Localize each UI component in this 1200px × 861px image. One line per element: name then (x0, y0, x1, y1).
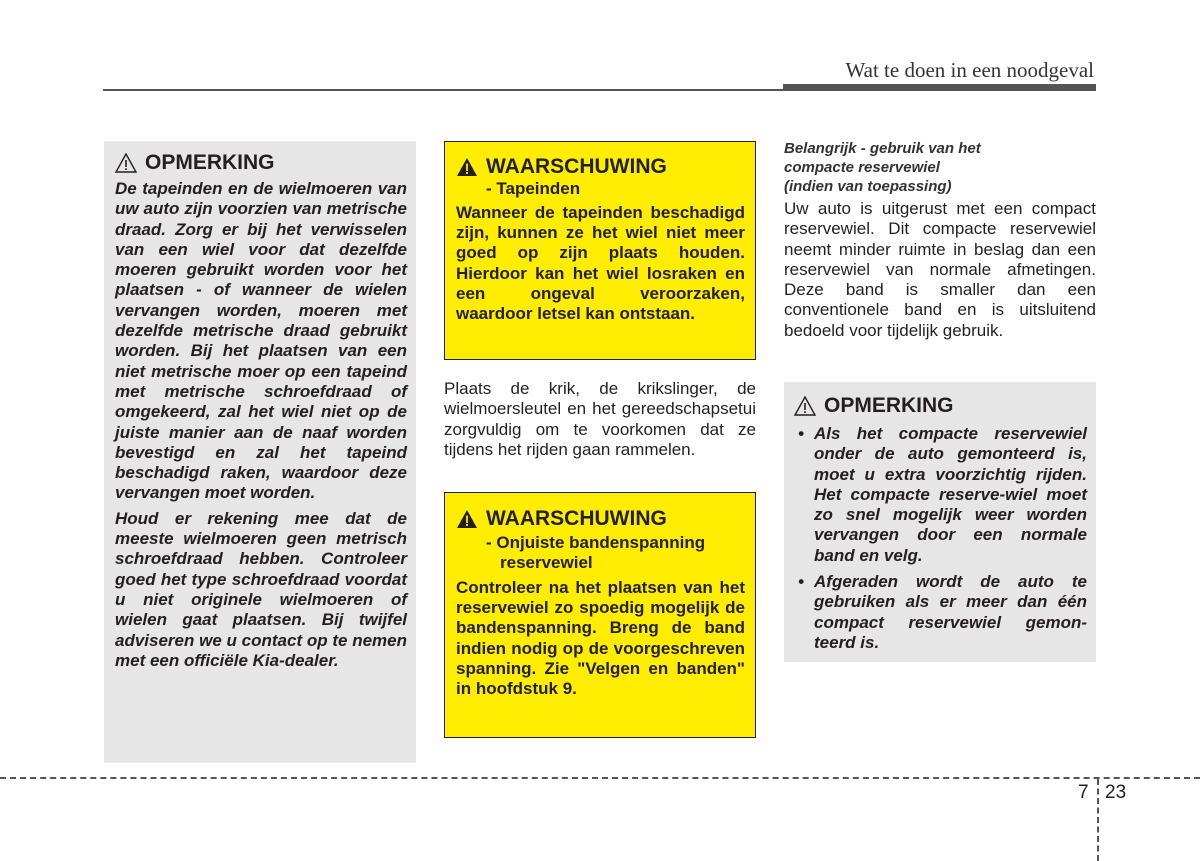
header-rule (103, 89, 783, 91)
chapter-number: 7 (1078, 782, 1089, 803)
note-bullet: • Afgeraden wordt de auto te gebruiken als er meer dan één compact reservewiel gemon-teerd is. (794, 572, 1087, 653)
section-heading-line: (indien van toepassing) (784, 178, 952, 195)
note-paragraph: De tapeinden en de wielmoeren van uw auto zijn voorzien van metrische draad. Zorg er bij het verwisselen van een wiel voor dat dezelfde moeren gebruikt worden voor het plaatsen - of wanneer de wielen vervangen worden, moeren met dezelfde metrische draad gebruikt worden. Bij het plaatsen van een niet metrische moer op een tapeind met metrische schroefdraad of omgekeerd, zal het wiel niet op de juiste manier aan de naaf worden bevestigd en zal het tapeind beschadigd raken, waardoor deze vervangen moet worden. (115, 179, 407, 503)
warning-subtitle: - Tapeinden (486, 179, 581, 198)
warning-subtitle: - Onjuiste bandenspanning (486, 533, 706, 552)
note-bullet: • Als het compacte reservewiel onder de auto gemonteerd is, moet u extra voorzichtig rijden. Het compacte reserve-wiel moet zo snel mogelijk weer worden vervangen door een normale band en velg. (794, 424, 1087, 566)
section-heading-line: Belangrijk - gebruik van het (784, 140, 981, 157)
note-paragraph: Houd er rekening mee dat de meeste wielmoeren geen metrisch schroefdraad hebben. Controleer goed het type schroefdraad voordat u niet originele wielmoeren of wielen gaat plaatsen. Bij twijfel adviseren we u contact op te nemen met een officiële Kia-dealer. (115, 508, 407, 670)
section-heading (784, 139, 1096, 196)
page-header-title: Wat te doen in een noodgeval (845, 58, 1094, 82)
warning-text: Controleer na het plaatsen van het reservewiel zo spoedig mogelijk de bandenspanning. Breng de band indien nodig op de voorgeschreven spanning. Zie "Velgen en banden" in hoofdstuk 9. (456, 578, 745, 699)
warning-box-title (456, 507, 745, 531)
note-bullet-list (794, 424, 1087, 653)
header-rule-thick (783, 84, 1096, 91)
caution-triangle-icon (794, 396, 816, 416)
note-title: OPMERKING (145, 151, 275, 174)
footer-vertical-divider (1097, 779, 1099, 861)
krik-paragraph: Plaats de krik, de krikslinger, de wielmoersleutel en het gereedschapsetui zorgvuldig om te voorkomen dat ze tijdens het rijden gaan rammelen. (444, 379, 756, 459)
note-title: OPMERKING (824, 394, 954, 417)
warning-box-title (456, 155, 745, 179)
warning-subtitle: reservewiel (500, 553, 593, 572)
caution-triangle-icon (115, 153, 137, 173)
warning-text: Wanneer de tapeinden beschadigd zijn, kunnen ze het wiel niet meer goed op zijn plaats houden. Hierdoor kan het wiel losraken en een ongeval veroorzaken, waardoor letsel kan ontstaan. (456, 203, 745, 324)
note-box-right-title (794, 394, 1087, 418)
warning-title: WAARSCHUWING (486, 155, 667, 178)
warning-box-bandenspanning (444, 492, 756, 738)
note-box-left (104, 141, 416, 763)
footer-divider (0, 777, 1200, 779)
page-number: 23 (1105, 782, 1127, 803)
warning-title: WAARSCHUWING (486, 507, 667, 530)
note-box-right (784, 382, 1096, 662)
warning-triangle-icon (456, 157, 478, 177)
warning-box-tapeinden (444, 141, 756, 360)
section-heading-line: compacte reservewiel (784, 159, 940, 176)
reservewiel-paragraph: Uw auto is uitgerust met een compact reservewiel. Dit compacte reservewiel neemt minder ruimte in beslag dan een reservewiel van normale afmetingen. Deze band is smaller dan een conventionele band en is uitsluitend bedoeld voor tijdelijk gebruik. (784, 199, 1096, 340)
note-box-left-title (115, 151, 407, 175)
warning-triangle-icon (456, 509, 478, 529)
